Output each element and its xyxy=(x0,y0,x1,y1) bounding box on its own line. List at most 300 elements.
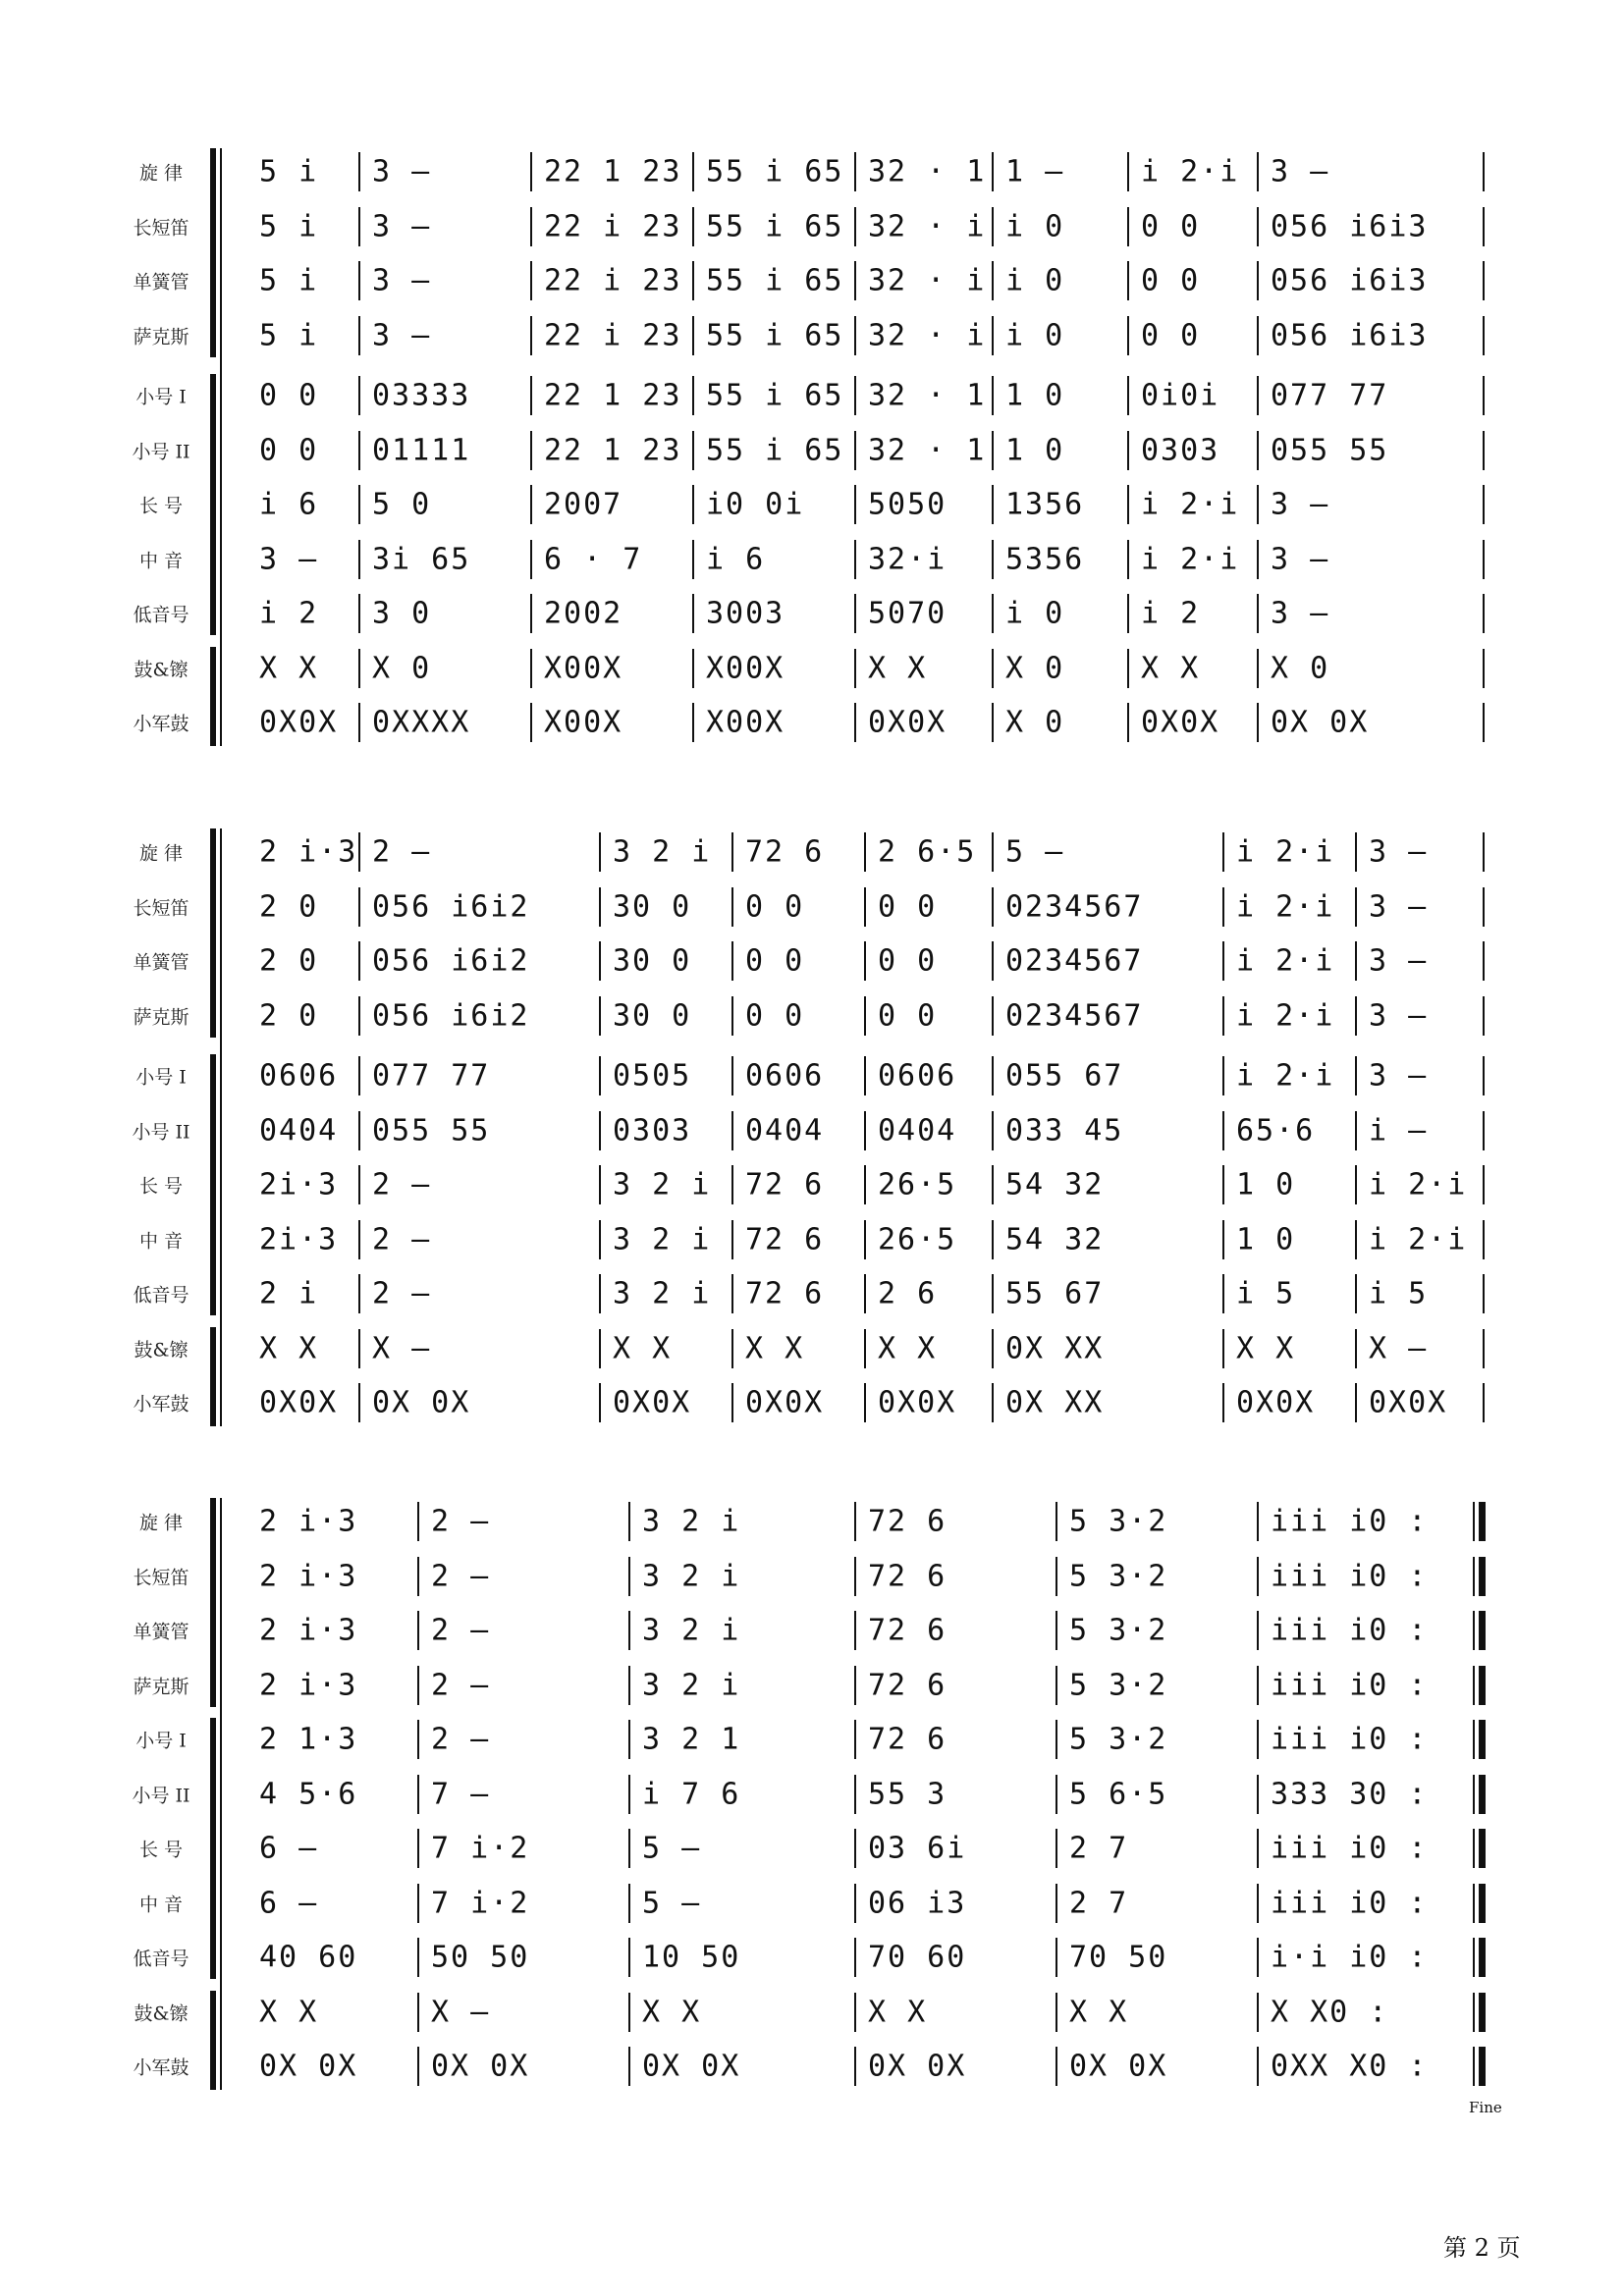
barline xyxy=(854,485,856,524)
barline xyxy=(628,1993,630,2032)
barline xyxy=(599,1220,601,1259)
measure-notes: 0404 xyxy=(259,1113,339,1148)
measure-notes: X X xyxy=(868,1995,928,2029)
measure-notes: 40 60 xyxy=(259,1940,358,1975)
instrument-label: 低音号 xyxy=(133,1948,189,1970)
barline xyxy=(992,1329,994,1368)
measure-notes: 2 — xyxy=(431,1504,491,1539)
measure-notes: 3003 xyxy=(706,596,785,631)
barline xyxy=(992,649,994,688)
barline xyxy=(628,1775,630,1814)
measure-notes: 72 6 xyxy=(868,1722,947,1757)
measure-notes: 2 — xyxy=(431,1613,491,1648)
instrument-label: 长短笛 xyxy=(133,897,189,919)
measure-notes: 2 6·5 xyxy=(878,834,977,870)
measure-notes: i 0 xyxy=(1005,318,1065,352)
instrument-label: 鼓&镲 xyxy=(134,2002,189,2024)
measure-notes: i 2·i xyxy=(1236,1058,1335,1094)
measure-notes: 72 6 xyxy=(868,1613,947,1648)
measure-notes: i 2·i xyxy=(1369,1167,1468,1202)
measure-notes: 2i·3 xyxy=(259,1222,339,1256)
barline xyxy=(358,832,360,872)
barline xyxy=(854,1884,856,1923)
measure-notes: 0606 xyxy=(745,1058,825,1094)
barline xyxy=(1483,1329,1485,1368)
barline xyxy=(1355,887,1357,927)
barline xyxy=(530,376,532,415)
measure-notes: i 0 xyxy=(1005,263,1065,298)
measure-notes: 2 6 xyxy=(878,1276,938,1311)
barline xyxy=(358,887,360,927)
barline xyxy=(530,485,532,524)
barline xyxy=(1483,941,1485,981)
measure-notes: 0 0 xyxy=(745,889,805,924)
barline xyxy=(731,1220,733,1259)
measure-notes: 5050 xyxy=(868,487,947,522)
barline xyxy=(1355,941,1357,981)
measure-notes: 5356 xyxy=(1005,542,1085,576)
barline xyxy=(854,2047,856,2086)
final-barline-thick xyxy=(1479,1502,1486,1541)
instrument-label: 小军鼓 xyxy=(133,2056,189,2079)
instrument-label: 低音号 xyxy=(133,1284,189,1307)
barline xyxy=(992,1056,994,1095)
barline xyxy=(992,1383,994,1422)
barline xyxy=(358,649,360,688)
final-barline-thin xyxy=(1473,1993,1475,2032)
measure-notes: 5 i xyxy=(259,154,319,189)
barline xyxy=(854,1938,856,1977)
barline xyxy=(692,540,694,579)
instrument-label: 鼓&镲 xyxy=(134,659,189,680)
measure-notes: 2 7 xyxy=(1069,1831,1129,1866)
barline xyxy=(864,1056,866,1095)
measure-notes: 50 50 xyxy=(431,1940,530,1975)
barline xyxy=(1222,832,1224,872)
measure-notes: 0606 xyxy=(878,1058,957,1094)
barline xyxy=(1483,649,1485,688)
barline xyxy=(854,1775,856,1814)
barline xyxy=(864,832,866,872)
barline xyxy=(731,1383,733,1422)
barline xyxy=(731,887,733,927)
measure-notes: 2 — xyxy=(431,1559,491,1593)
barline xyxy=(358,485,360,524)
barline xyxy=(1257,1993,1259,2032)
measure-notes: i 2·i xyxy=(1236,943,1335,979)
barline xyxy=(992,703,994,742)
barline xyxy=(417,1666,419,1705)
measure-notes: 55 i 65 xyxy=(706,209,844,243)
measure-notes: 5 — xyxy=(642,1831,702,1866)
measure-notes: 3 0 xyxy=(372,596,432,631)
measure-notes: X X xyxy=(613,1331,673,1365)
measure-notes: 0303 xyxy=(1141,433,1220,467)
barline xyxy=(417,1775,419,1814)
measure-notes: 2 i·3 xyxy=(259,834,358,870)
barline xyxy=(864,1111,866,1150)
measure-notes: X X xyxy=(1069,1995,1129,2029)
measure-notes: 0 0 xyxy=(745,998,805,1033)
measure-notes: 5 i xyxy=(259,209,319,243)
measure-notes: i 2·i xyxy=(1141,542,1240,576)
measure-notes: 2 0 xyxy=(259,889,319,924)
barline xyxy=(1483,996,1485,1036)
barline xyxy=(599,832,601,872)
measure-notes: 3 2 i xyxy=(613,1167,712,1202)
measure-notes: 2 i·3 xyxy=(259,1668,358,1702)
instrument-label: 单簧管 xyxy=(133,1621,189,1643)
barline xyxy=(358,1111,360,1150)
barline xyxy=(731,1329,733,1368)
barline xyxy=(854,152,856,191)
measure-notes: 0X 0X xyxy=(259,2049,358,2084)
measure-notes: 0X0X xyxy=(1369,1385,1448,1420)
final-barline-thin xyxy=(1473,1720,1475,1759)
measure-notes: 333 30 : xyxy=(1271,1777,1429,1811)
barline xyxy=(1257,1502,1259,1541)
percussion-bracket xyxy=(210,1327,216,1427)
measure-notes: 6 · 7 xyxy=(544,542,643,576)
measure-notes: 55 i 65 xyxy=(706,154,844,189)
woodwind-bracket xyxy=(210,828,216,1038)
final-barline-thin xyxy=(1473,1775,1475,1814)
measure-notes: 0404 xyxy=(878,1113,957,1148)
instrument-label: 萨克斯 xyxy=(133,1006,189,1028)
barline xyxy=(417,1993,419,2032)
barline xyxy=(530,703,532,742)
barline xyxy=(854,594,856,633)
final-barline-thin xyxy=(1473,1829,1475,1868)
barline xyxy=(358,1329,360,1368)
measure-notes: X — xyxy=(1369,1331,1429,1365)
barline xyxy=(1056,1666,1057,1705)
measure-notes: 0XXXX xyxy=(372,705,471,740)
barline xyxy=(692,376,694,415)
measure-notes: 1356 xyxy=(1005,487,1085,522)
barline xyxy=(1257,431,1259,470)
barline xyxy=(599,887,601,927)
measure-notes: 3 — xyxy=(1271,487,1330,522)
percussion-bracket xyxy=(210,1991,216,2091)
barline xyxy=(854,703,856,742)
measure-notes: 0404 xyxy=(745,1113,825,1148)
measure-notes: i 2·i xyxy=(1141,154,1240,189)
barline xyxy=(1127,649,1129,688)
barline xyxy=(1222,1220,1224,1259)
final-barline-thick xyxy=(1479,1993,1486,2032)
measure-notes: i 2·i xyxy=(1236,998,1335,1033)
barline xyxy=(1257,485,1259,524)
barline xyxy=(1127,207,1129,246)
barline xyxy=(1257,1938,1259,1977)
barline xyxy=(992,485,994,524)
measure-notes: X00X xyxy=(544,705,623,740)
measure-notes: 0X 0X xyxy=(1069,2049,1168,2084)
measure-notes: 10 50 xyxy=(642,1940,741,1975)
measure-notes: 5 0 xyxy=(372,487,432,522)
barline xyxy=(992,1220,994,1259)
measure-notes: 056 i6i3 xyxy=(1271,209,1429,243)
measure-notes: 22 1 23 xyxy=(544,154,682,189)
final-barline-thick xyxy=(1479,1611,1486,1650)
measure-notes: 22 i 23 xyxy=(544,263,682,298)
final-barline-thin xyxy=(1473,1666,1475,1705)
measure-notes: 3 — xyxy=(1369,998,1429,1033)
barline xyxy=(628,1502,630,1541)
barline xyxy=(530,316,532,355)
measure-notes: 2 0 xyxy=(259,998,319,1033)
barline xyxy=(1483,1274,1485,1313)
barline xyxy=(599,941,601,981)
instrument-label: 萨克斯 xyxy=(133,326,189,347)
measure-notes: 0 0 xyxy=(745,943,805,979)
measure-notes: 055 55 xyxy=(372,1113,491,1148)
barline xyxy=(854,1666,856,1705)
measure-notes: 0234567 xyxy=(1005,998,1144,1033)
barline xyxy=(1127,376,1129,415)
barline xyxy=(1483,261,1485,300)
final-barline-thick xyxy=(1479,1829,1486,1868)
measure-notes: 0X0X xyxy=(613,1385,692,1420)
barline xyxy=(1483,485,1485,524)
barline xyxy=(992,316,994,355)
instrument-label: 低音号 xyxy=(133,604,189,626)
barline xyxy=(1483,1165,1485,1204)
barline xyxy=(854,1993,856,2032)
measure-notes: 26·5 xyxy=(878,1167,957,1202)
measure-notes: X 0 xyxy=(372,651,432,685)
system-line xyxy=(220,148,222,746)
barline xyxy=(731,996,733,1036)
barline xyxy=(599,1329,601,1368)
instrument-label: 小军鼓 xyxy=(133,1393,189,1415)
measure-notes: 55 i 65 xyxy=(706,318,844,352)
barline xyxy=(1056,1993,1057,2032)
measure-notes: 2 0 xyxy=(259,943,319,979)
measure-notes: X00X xyxy=(706,651,785,685)
measure-notes: iii i0 : xyxy=(1271,1559,1429,1593)
barline xyxy=(854,207,856,246)
instrument-label: 旋 律 xyxy=(138,1512,184,1534)
barline xyxy=(854,1557,856,1596)
measure-notes: 033 45 xyxy=(1005,1113,1124,1148)
measure-notes: 0X XX xyxy=(1005,1385,1105,1420)
measure-notes: X X xyxy=(878,1331,938,1365)
measure-notes: 2 1·3 xyxy=(259,1722,358,1757)
woodwind-bracket xyxy=(210,148,216,357)
barline xyxy=(854,431,856,470)
measure-notes: 0X0X xyxy=(259,705,339,740)
barline xyxy=(358,152,360,191)
barline xyxy=(1483,540,1485,579)
instrument-label: 单簧管 xyxy=(133,951,189,974)
barline xyxy=(992,261,994,300)
barline xyxy=(358,376,360,415)
measure-notes: 2i·3 xyxy=(259,1167,339,1202)
barline xyxy=(692,207,694,246)
measure-notes: 0X0X xyxy=(878,1385,957,1420)
barline xyxy=(854,540,856,579)
barline xyxy=(1222,996,1224,1036)
barline xyxy=(992,207,994,246)
measure-notes: i 6 xyxy=(259,487,319,522)
barline xyxy=(731,1165,733,1204)
final-barline-thin xyxy=(1473,1938,1475,1977)
barline xyxy=(1222,1056,1224,1095)
measure-notes: 26·5 xyxy=(878,1222,957,1256)
barline xyxy=(628,2047,630,2086)
barline xyxy=(417,1611,419,1650)
final-barline-thin xyxy=(1473,1884,1475,1923)
barline xyxy=(530,540,532,579)
measure-notes: 3 — xyxy=(372,318,432,352)
percussion-bracket xyxy=(210,647,216,747)
measure-notes: 06 i3 xyxy=(868,1886,967,1920)
barline xyxy=(1222,1383,1224,1422)
barline xyxy=(1355,1383,1357,1422)
measure-notes: X X xyxy=(868,651,928,685)
barline xyxy=(1483,376,1485,415)
final-barline-thick xyxy=(1479,2047,1486,2086)
barline xyxy=(1257,649,1259,688)
measure-notes: 3 — xyxy=(1369,889,1429,924)
measure-notes: 30 0 xyxy=(613,943,692,979)
barline xyxy=(358,431,360,470)
measure-notes: 3i 65 xyxy=(372,542,471,576)
measure-notes: 54 32 xyxy=(1005,1167,1105,1202)
barline xyxy=(692,261,694,300)
barline xyxy=(992,1111,994,1150)
measure-notes: 7 i·2 xyxy=(431,1886,530,1920)
measure-notes: 5 3·2 xyxy=(1069,1668,1168,1702)
measure-notes: 7 i·2 xyxy=(431,1831,530,1866)
measure-notes: i0 0i xyxy=(706,487,805,522)
barline xyxy=(1257,1884,1259,1923)
measure-notes: i 2·i xyxy=(1236,834,1335,870)
measure-notes: 2 — xyxy=(431,1668,491,1702)
measure-notes: 2 i xyxy=(259,1276,319,1311)
barline xyxy=(1257,207,1259,246)
barline xyxy=(854,1829,856,1868)
page-number: 第 2 页 xyxy=(1443,2234,1521,2262)
barline xyxy=(628,1611,630,1650)
measure-notes: 72 6 xyxy=(745,834,825,870)
measure-notes: 54 32 xyxy=(1005,1222,1105,1256)
instrument-label: 萨克斯 xyxy=(133,1676,189,1697)
measure-notes: i 0 xyxy=(1005,209,1065,243)
final-barline-thin xyxy=(1473,1611,1475,1650)
measure-notes: 32 · i xyxy=(868,209,987,243)
instrument-label: 小号 I xyxy=(135,1066,187,1089)
barline xyxy=(1127,261,1129,300)
barline xyxy=(992,376,994,415)
barline xyxy=(692,152,694,191)
barline xyxy=(417,1938,419,1977)
barline xyxy=(854,316,856,355)
brass-bracket xyxy=(210,1054,216,1315)
measure-notes: 72 6 xyxy=(745,1276,825,1311)
measure-notes: i 7 6 xyxy=(642,1777,741,1811)
barline xyxy=(731,1274,733,1313)
barline xyxy=(1257,316,1259,355)
barline xyxy=(1257,2047,1259,2086)
measure-notes: 65·6 xyxy=(1236,1113,1316,1148)
measure-notes: 0234567 xyxy=(1005,943,1144,979)
measure-notes: iii i0 : xyxy=(1271,1831,1429,1866)
barline xyxy=(1056,1775,1057,1814)
measure-notes: 1 0 xyxy=(1236,1167,1296,1202)
barline xyxy=(1257,703,1259,742)
measure-notes: 32 · i xyxy=(868,318,987,352)
barline xyxy=(864,941,866,981)
measure-notes: X X xyxy=(259,1995,319,2029)
measure-notes: 0 0 xyxy=(1141,318,1201,352)
measure-notes: 0X 0X xyxy=(431,2049,530,2084)
measure-notes: X 0 xyxy=(1005,651,1065,685)
measure-notes: 32 · 1 xyxy=(868,154,987,189)
barline xyxy=(1127,431,1129,470)
measure-notes: 2 i·3 xyxy=(259,1559,358,1593)
barline xyxy=(417,1884,419,1923)
barline xyxy=(1127,540,1129,579)
measure-notes: iii i0 : xyxy=(1271,1613,1429,1648)
measure-notes: 3 — xyxy=(372,154,432,189)
barline xyxy=(1483,703,1485,742)
measure-notes: 22 1 23 xyxy=(544,378,682,413)
barline xyxy=(599,1111,601,1150)
measure-notes: 077 77 xyxy=(372,1058,491,1094)
barline xyxy=(358,261,360,300)
barline xyxy=(358,1056,360,1095)
final-barline-thin xyxy=(1473,1502,1475,1541)
barline xyxy=(864,996,866,1036)
barline xyxy=(992,431,994,470)
measure-notes: i 2·i xyxy=(1369,1222,1468,1256)
measure-notes: 6 — xyxy=(259,1831,319,1866)
instrument-label: 小号 I xyxy=(135,386,187,408)
barline xyxy=(864,1329,866,1368)
measure-notes: i 2·i xyxy=(1236,889,1335,924)
measure-notes: 55 3 xyxy=(868,1777,947,1811)
barline xyxy=(1257,1775,1259,1814)
instrument-label: 长 号 xyxy=(138,1175,184,1198)
barline xyxy=(358,1274,360,1313)
instrument-label: 小军鼓 xyxy=(133,713,189,735)
measure-notes: X X xyxy=(1236,1331,1296,1365)
measure-notes: 3 — xyxy=(1369,834,1429,870)
measure-notes: X — xyxy=(431,1995,491,2029)
measure-notes: 0i0i xyxy=(1141,378,1220,413)
measure-notes: iii i0 : xyxy=(1271,1722,1429,1757)
barline xyxy=(1483,207,1485,246)
barline xyxy=(692,649,694,688)
measure-notes: 7 — xyxy=(431,1777,491,1811)
system-line xyxy=(220,1498,222,2090)
measure-notes: 3 — xyxy=(1271,154,1330,189)
instrument-label: 长 号 xyxy=(138,495,184,517)
final-barline-thick xyxy=(1479,1775,1486,1814)
measure-notes: 4 5·6 xyxy=(259,1777,358,1811)
barline xyxy=(358,1220,360,1259)
barline xyxy=(530,207,532,246)
measure-notes: 3 2 i xyxy=(613,834,712,870)
barline xyxy=(530,261,532,300)
barline xyxy=(530,152,532,191)
measure-notes: i 6 xyxy=(706,542,766,576)
barline xyxy=(358,996,360,1036)
barline xyxy=(864,1383,866,1422)
